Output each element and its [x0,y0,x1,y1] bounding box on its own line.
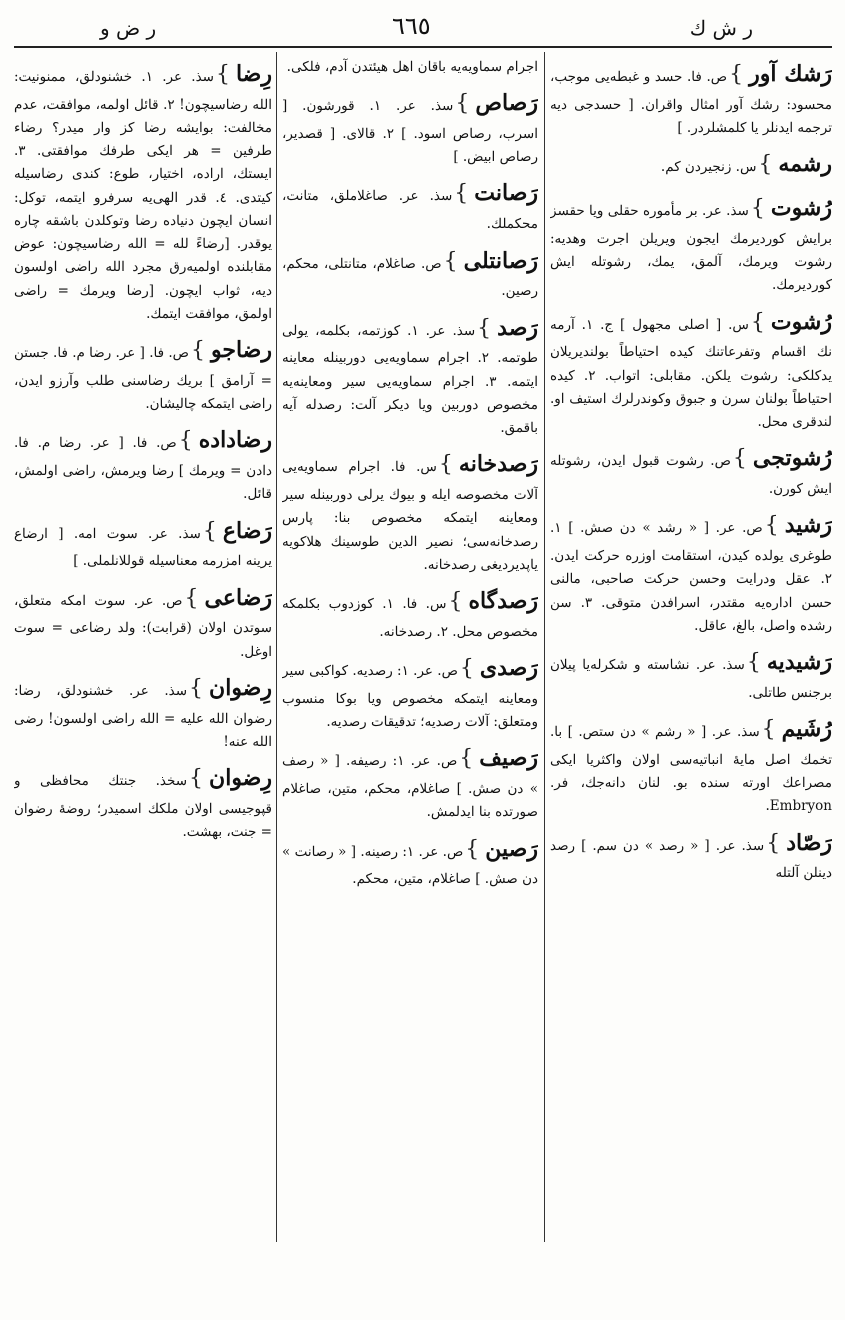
dictionary-entry [550,190,832,297]
brace-icon: } [448,588,463,614]
entry-headword: رَصدگاه [468,587,538,614]
entry-definition: ص. فا. [ عر. رضا م. فا. جستن = آرامق ] بريك رضاسنى طلب وآرزو ايدن، راضى ايتمكه چاليشان. [14,345,272,413]
entry-headword: رضاداده [198,427,272,454]
brace-icon: } [191,338,206,364]
entry-headword: رَصدى [479,655,538,682]
column-right [550,56,832,1296]
entry-definition: س. فا. اجرام سماويه‌يى آلات مخصوصه ايله و بيوك يرلى دوربينله سير ومعاينه ايتمكه مخصوص بنا: پارس رصدخانه‌سى؛ نصير الدين طوسينك هلاكويه ياپديرديغى رصدخانه. [282,459,538,573]
entry-headword: رَصين [485,835,538,862]
brace-icon: } [732,446,747,472]
brace-icon: } [729,62,744,87]
entry-headword: رُشوت [770,195,832,222]
dictionary-entry [282,583,538,644]
dictionary-entry [282,56,538,79]
column-divider [544,52,545,1242]
entry-definition: سخذ. جنتك محافظى و قپوجيسى اولان ملكك اسميدر؛ روضهٔ رضوان = جنت، بهشت. [14,773,272,841]
entry-headword: رِضوان [209,765,272,792]
dictionary-entry [282,243,538,304]
header-rule [14,46,832,48]
entry-headword: رَشك آور [749,61,832,87]
entry-definition: سذ. عر. بر مأموره حقلى ويا حقسز برايش كورديرمك ايجون ويريلن اجرت وهديه: رشوت ويرمك، آلمق، يمك، رشوتله ايش كورديرمك. [550,203,832,294]
entry-headword: رَصّاد [786,829,832,856]
brace-icon: } [438,452,453,478]
entry-definition: سذ. عر. صاغلاملق، متانت، محكملك. [282,188,538,233]
entry-definition: سذ. عر. [ « رشم » دن ستص. ] با. تخمك اصل مايهٔ انباتيه‌سى اولان واكثريا ايكى مصراعك اورته سنده بو. لنان دانه‌جك، فر. Embryon. [550,724,832,815]
brace-icon: } [459,746,474,772]
entry-headword: رَضاع [222,517,272,544]
entry-definition: سذ. عر. خشنودلق، رضا: رضوان الله عليه = الله راضى اولسون! رضى الله عنه! [14,682,272,750]
entry-definition: ص. عر. ١: رصديه. كواكبى سير ومعاينه ايتمكه مخصوص ويا بوكا منسوب ومتعلق: آلات رصديه؛ تدقيقات رصديه. [282,663,538,731]
entry-definition: س. زنجيردن كم. [660,159,757,176]
entry-headword: رَصاص [475,90,538,117]
brace-icon: } [465,836,480,862]
brace-icon: } [750,309,765,335]
brace-icon: } [454,181,469,207]
brace-icon: } [189,766,204,792]
entry-headword: رَضاعى [204,584,272,611]
entry-headword: رضاجو [211,337,272,364]
dictionary-entry [14,56,272,326]
dictionary-entry [14,513,272,574]
dictionary-entry [282,85,538,169]
entry-definition: س. [ اصلى مجهول ] ج. ١. آرمه نك اقسام وتفرعاتنك كيده احتياطاً بولنديريلان يدكلكى: رشوت يلكن. مقابلى: اتواب. ٢. كيده احتياطاً بولنان سرن و جبوق وكوندرلرك استيف او. لندقرى محل. [550,316,832,431]
dictionary-entry [550,507,832,638]
brace-icon: } [477,315,492,341]
dictionary-entry [550,825,832,886]
entry-definition: سذ. عر. نشاسته و شكرله‌يا پيلان برجنس طاتلى. [550,657,832,701]
dictionary-entry [550,146,832,184]
page-header [0,10,845,46]
entry-headword: رِضوان [209,674,272,701]
brace-icon: } [215,62,230,87]
entry-definition: ص. رشوت قبول ايدن، رشوتله ايش كورن. [550,453,832,498]
dictionary-entry [14,332,272,416]
entry-headword: رَصيف [479,745,538,772]
entry-headword: رَصد [497,314,538,341]
entry-definition: ص. فا. [ عر. رضا م. فا. دادن = ويرمك ] رضا ويرمش، راضى اولمش، قائل. [14,435,272,503]
entry-headword: رَصانت [474,180,538,207]
brace-icon: } [202,518,217,544]
entry-headword: رِضا [235,61,272,87]
dictionary-entry [282,446,538,577]
page-number: ٦٦٥ [392,12,431,40]
entry-definition: ص. فا. حسد و غبطه‌يى موجب، محسود: رشك آور امثال واقران. [ حسدجى ديه ترجمه ايدنلر يا كلمشلردر. ] [550,69,832,137]
entry-definition: سذ. عر. ١. كوزتمه، بكلمه، يولى طوتمه. ٢. اجرام سماويه‌يى دوربينله معاينه ايتمه. ٣. اجرام سماويه‌يى سير ومعاينه‌يه مخصوص دوربين ويا ديكر آلت: رصدله آيه باقمق. [282,322,538,437]
entry-headword: رُشَيم [781,716,832,743]
entry-definition: س. فا. ١. كوزدوب بكلمكه مخصوص محل. ٢. رصدخانه. [282,595,538,640]
dictionary-entry [550,644,832,705]
entry-headword: رشمه [778,151,832,178]
brace-icon: } [184,585,199,611]
entry-definition: سذ. عر. [ « رصد » دن سم. ] رصد دينلن آلتله [550,837,832,882]
dictionary-entry [550,711,832,818]
entry-headword: رَصانتلى [463,247,538,274]
column-divider [276,52,277,1242]
brace-icon: } [761,717,776,743]
entry-definition: سذ. عر. سوت امه. [ ارضاع يرينه امزرمه معناسيله قوللانلملى. ] [14,525,272,570]
column-left [14,56,272,1296]
brace-icon: } [764,513,779,539]
brace-icon: } [178,428,193,454]
dictionary-entry [282,831,538,892]
entry-definition: ص. عر. ١: رصينه. [ « رصانت » دن صش. ] صاغلام، متين، محكم. [282,843,538,888]
brace-icon: } [443,248,458,274]
dictionary-entry [282,650,538,734]
dictionary-entry [282,175,538,236]
brace-icon: } [758,152,773,178]
left-running-head: ر ض و [100,16,157,40]
entry-definition: ص. صاغلام، متانتلى، محكم، رصين. [282,255,538,300]
entry-headword: رَشيديه [766,649,832,676]
brace-icon: } [766,830,781,856]
entry-definition: اجرام سماويه‌يه باقان اهل هيئتدن آدم، فلكى. [286,59,538,75]
brace-icon: } [455,91,470,117]
dictionary-entry [14,670,272,754]
dictionary-entry [550,440,832,501]
entry-definition: ص. عر. ١: رصيفه. [ « رصف » دن صش. ] صاغلام، محكم، متين، صاغلام صورتده بنا ايدلمش. [282,753,538,821]
brace-icon: } [189,675,204,701]
brace-icon: } [746,650,761,676]
dictionary-entry [14,580,272,664]
entry-definition: ص. عر. [ « رشد » دن صش. ] ١. طوغرى يولده كيدن، استقامت اوزره حركت ايدن. ٢. عقل ودرايت وحسن حركت صاحبى، مالنى حسن اداره‌يه مقتدر، اسرافدن متوقى. ٣. سن رشده واصل، بالغ، عاقل. [550,520,832,634]
entry-headword: رَشيد [784,512,832,539]
right-running-head: ر ش ك [689,16,753,40]
dictionary-entry [550,304,832,435]
dictionary-entry [14,760,272,844]
entry-headword: رُشوتجى [752,445,832,472]
column-middle [282,56,538,1296]
entry-headword: رَصدخانه [458,451,538,478]
dictionary-entry [282,310,538,441]
entry-definition: سذ. عر. ١. قورشون. [ اسرب، رصاص اسود. ] ٢. قالاى. [ قصدير، رصاص ابيض. ] [282,98,538,166]
entry-headword: رُشوت [770,308,832,335]
entry-definition: ص. عر. سوت امكه متعلق، سوتدن اولان (قرابت): ولد رضاعى = سوت اوغل. [14,592,272,660]
entry-definition: سذ. عر. ١. خشنودلق، ممنونيت: الله رضاسيچون! ٢. قائل اولمه، موافقت، عدم مخالفت: بوايشه رضا كز وار ميدر؟ رضاء طرفين = هر ايكى طرفك موافقتى. ٣. ايستك، اراده، اختيار، طوع: كندى رضاسيله كيتدى. ٤. قدر الهى‌يه سرفرو ايتمه، توكل: انسان ايچون دنياده رضا وتوكلدن باشقه چاره يوقدر. [رضاءً لله = الله رضاسيچون: عوض مقابلنده اولميه‌رق مجرد الله راضى اولسون ديه، ثواب ايچون. [رضا ويرمك = راضى اولمق، موافقت ايتمك. [14,69,272,322]
dictionary-entry [282,740,538,824]
dictionary-entry [14,422,272,506]
brace-icon: } [750,196,765,222]
dictionary-entry [550,56,832,140]
brace-icon: } [459,656,474,682]
